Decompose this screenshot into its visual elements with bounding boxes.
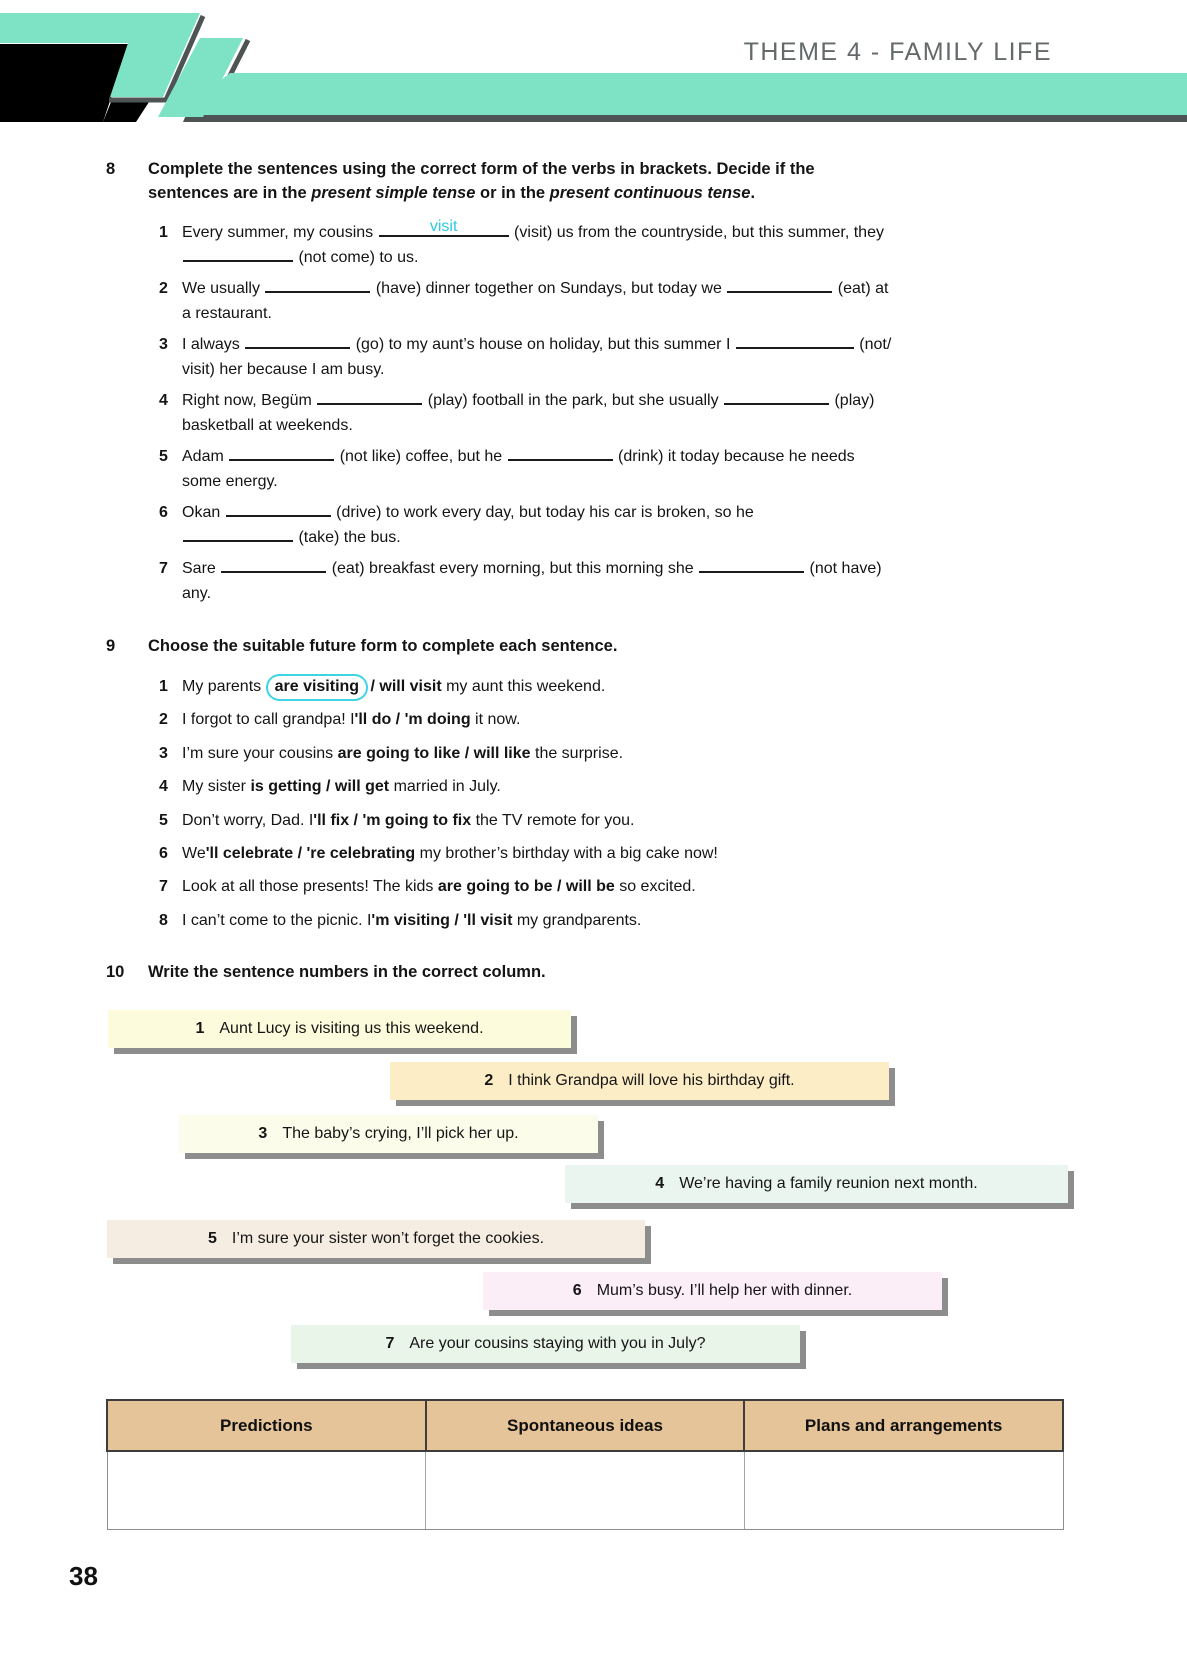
text-run: (have) dinner together on Sundays, but today we bbox=[371, 280, 727, 297]
sentence-text: Are your cousins staying with you in July? bbox=[409, 1335, 706, 1352]
answer-blank[interactable] bbox=[229, 445, 334, 461]
exercise-item bbox=[106, 841, 1010, 866]
text-run: I can’t come to the picnic. I bbox=[182, 911, 372, 929]
sentence-text: Mum’s busy. I’ll help her with dinner. bbox=[596, 1282, 853, 1299]
banner-black-wedge bbox=[103, 102, 149, 122]
text-run: We usually bbox=[182, 280, 265, 297]
item-text bbox=[182, 332, 1010, 382]
answer-blank[interactable] bbox=[508, 445, 613, 461]
text-run: (play) bbox=[830, 392, 875, 409]
exercise-item bbox=[106, 500, 1010, 550]
sentence-text: We’re having a family reunion next month. bbox=[679, 1175, 978, 1192]
text-run: 'll fix / 'm going to fix bbox=[313, 811, 472, 829]
exercise-item bbox=[106, 388, 1010, 438]
table-answer-cell[interactable] bbox=[107, 1451, 426, 1530]
page-number: 38 bbox=[69, 1561, 98, 1591]
sentence-card bbox=[390, 1062, 889, 1100]
item-number: 8 bbox=[159, 911, 168, 929]
exercise-item bbox=[106, 276, 1010, 326]
sentence-number: 1 bbox=[195, 1020, 205, 1037]
item-text bbox=[182, 874, 1010, 899]
classification-table bbox=[106, 1399, 1064, 1530]
sentence-card bbox=[483, 1272, 942, 1310]
exercise-number: 9 bbox=[106, 637, 116, 655]
exercise-number: 10 bbox=[106, 963, 125, 981]
text-run: 'm visiting / 'll visit bbox=[371, 911, 513, 929]
item-text bbox=[182, 908, 1010, 933]
text-run: so excited. bbox=[614, 878, 696, 896]
exercise-item bbox=[106, 332, 1010, 382]
item-number: 1 bbox=[159, 678, 168, 695]
text-run: a restaurant. bbox=[182, 305, 272, 322]
exercise-8 bbox=[106, 157, 1010, 612]
item-number: 4 bbox=[159, 778, 168, 796]
sentence-card bbox=[179, 1115, 598, 1153]
item-text bbox=[182, 276, 1010, 326]
banner-band bbox=[177, 73, 1187, 115]
text-run: my grandparents. bbox=[512, 911, 642, 929]
text-run: basketball at weekends. bbox=[182, 417, 353, 434]
answer-blank[interactable] bbox=[317, 389, 422, 405]
text-run: some energy. bbox=[182, 473, 278, 490]
text-run: present simple tense bbox=[311, 184, 476, 202]
exercise-9 bbox=[106, 634, 1010, 941]
exercise-10-heading bbox=[106, 960, 980, 984]
sentence-text: Aunt Lucy is visiting us this weekend. bbox=[219, 1020, 484, 1037]
text-run: (not like) coffee, but he bbox=[335, 448, 507, 465]
text-run: Write the sentence numbers in the correct column. bbox=[148, 963, 546, 981]
item-text bbox=[182, 808, 1010, 833]
text-run: (not have) bbox=[805, 560, 882, 577]
exercise-item bbox=[106, 707, 1010, 732]
text-run: I’m sure your cousins bbox=[182, 744, 338, 762]
exercise-item bbox=[106, 556, 1010, 606]
answer-blank[interactable] bbox=[183, 246, 293, 262]
exercise-item bbox=[106, 220, 1010, 270]
text-run: Every summer, my cousins bbox=[182, 224, 378, 241]
item-number: 1 bbox=[159, 224, 168, 241]
text-run: (play) football in the park, but she usually bbox=[423, 392, 724, 409]
sentence-text: I think Grandpa will love his birthday gift. bbox=[508, 1072, 795, 1089]
text-run: (drive) to work every day, but today his car is broken, so he bbox=[331, 504, 754, 521]
exercise-instruction bbox=[148, 634, 980, 658]
sentence-card bbox=[291, 1325, 800, 1363]
text-run: We bbox=[182, 844, 206, 862]
exercise-instruction bbox=[148, 960, 980, 984]
text-run: (go) to my aunt’s house on holiday, but this summer I bbox=[351, 336, 735, 353]
item-number: 6 bbox=[159, 844, 168, 862]
item-number: 5 bbox=[159, 448, 168, 465]
exercise-instruction bbox=[148, 157, 980, 205]
text-run: 'll celebrate / 're celebrating bbox=[205, 844, 416, 862]
answer-blank[interactable] bbox=[699, 557, 804, 573]
text-run: any. bbox=[182, 585, 212, 602]
item-text bbox=[182, 774, 1010, 799]
table-header-cell: Plans and arrangements bbox=[744, 1400, 1063, 1451]
text-run: (eat) breakfast every morning, but this morning she bbox=[327, 560, 699, 577]
item-number: 3 bbox=[159, 336, 168, 353]
item-number: 2 bbox=[159, 280, 168, 297]
item-number: 6 bbox=[159, 504, 168, 521]
exercise-item bbox=[106, 741, 1010, 766]
exercise-item bbox=[106, 874, 1010, 899]
sentence-card bbox=[107, 1220, 645, 1258]
text-run: / will visit bbox=[366, 678, 442, 695]
answer-blank[interactable] bbox=[221, 557, 326, 573]
exercise-item bbox=[106, 908, 1010, 933]
text-run: present continuous tense bbox=[549, 184, 751, 202]
text-run: Look at all those presents! The kids bbox=[182, 878, 438, 896]
item-text bbox=[182, 707, 1010, 732]
text-run: (take) the bus. bbox=[294, 529, 401, 546]
table-header-cell: Predictions bbox=[107, 1400, 426, 1451]
answer-blank[interactable] bbox=[724, 389, 829, 405]
text-run: Right now, Begüm bbox=[182, 392, 317, 409]
sentence-number: 2 bbox=[484, 1072, 494, 1089]
item-text bbox=[182, 388, 1010, 438]
text-run: My parents bbox=[182, 678, 266, 695]
text-run: . bbox=[750, 184, 756, 202]
table-answer-cell[interactable] bbox=[744, 1451, 1063, 1530]
sentence-text: I’m sure your sister won’t forget the cookies. bbox=[231, 1230, 545, 1247]
text-run: married in July. bbox=[389, 778, 501, 796]
sentence-cards bbox=[0, 1010, 1187, 1375]
exercise-item bbox=[106, 774, 1010, 799]
text-run: I forgot to call grandpa! I bbox=[182, 711, 355, 729]
sentence-number: 5 bbox=[207, 1230, 217, 1247]
table-header-row bbox=[107, 1400, 1063, 1451]
text-run: the surprise. bbox=[530, 744, 624, 762]
text-run: visit) her because I am busy. bbox=[182, 361, 385, 378]
text-run: or in the bbox=[475, 184, 550, 202]
item-number: 7 bbox=[159, 560, 168, 577]
text-run: 'll do / 'm doing bbox=[354, 711, 471, 729]
exercise-number: 8 bbox=[106, 160, 116, 178]
exercise-9-heading bbox=[106, 634, 1010, 658]
text-run: (eat) at bbox=[833, 280, 889, 297]
text-run: (not/ bbox=[854, 336, 892, 353]
sentence-card bbox=[565, 1165, 1068, 1203]
sentence-number: 7 bbox=[385, 1335, 395, 1352]
text-run: my aunt this weekend. bbox=[441, 678, 606, 695]
text-run: is getting / will get bbox=[250, 778, 390, 796]
exercise-8-heading bbox=[106, 157, 1010, 205]
item-text bbox=[182, 841, 1010, 866]
exercise-8-items bbox=[106, 220, 1010, 606]
sentence-number: 3 bbox=[258, 1125, 268, 1142]
text-run: the TV remote for you. bbox=[471, 811, 635, 829]
answer-blank[interactable] bbox=[265, 277, 370, 293]
item-text bbox=[182, 444, 1010, 494]
item-text bbox=[182, 500, 1010, 550]
answer-blank[interactable] bbox=[183, 526, 293, 542]
exercise-item bbox=[106, 808, 1010, 833]
text-run: (drink) it today because he needs bbox=[613, 448, 855, 465]
item-number: 4 bbox=[159, 392, 168, 409]
banner-band-shadow bbox=[183, 115, 1187, 122]
sentence-card bbox=[108, 1010, 571, 1048]
text-run: (visit) us from the countryside, but this summer, they bbox=[509, 224, 884, 241]
sentence-number: 6 bbox=[572, 1282, 582, 1299]
text-run: Adam bbox=[182, 448, 229, 465]
table-answer-cell[interactable] bbox=[426, 1451, 745, 1530]
text-run: My sister bbox=[182, 778, 251, 796]
text-run: Sare bbox=[182, 560, 221, 577]
answer-blank[interactable] bbox=[727, 277, 832, 293]
item-text bbox=[182, 556, 1010, 606]
item-text bbox=[182, 674, 1010, 699]
table-answer-row bbox=[107, 1451, 1063, 1530]
circled-answer-choice[interactable]: are visiting bbox=[266, 674, 368, 701]
answer-blank[interactable] bbox=[226, 501, 331, 517]
exercise-10 bbox=[106, 960, 980, 984]
text-run: it now. bbox=[470, 711, 521, 729]
text-run: my brother’s birthday with a big cake now! bbox=[415, 844, 718, 862]
sentence-number: 4 bbox=[655, 1175, 665, 1192]
exercise-9-items bbox=[106, 674, 1010, 933]
text-run: sentences are in the bbox=[148, 184, 312, 202]
text-run: Complete the sentences using the correct form of the verbs in brackets. Decide if the bbox=[148, 160, 815, 178]
text-run: Okan bbox=[182, 504, 225, 521]
item-number: 5 bbox=[159, 811, 168, 829]
text-run: Choose the suitable future form to complete each sentence. bbox=[148, 637, 618, 655]
item-text bbox=[182, 741, 1010, 766]
item-number: 2 bbox=[159, 711, 168, 729]
answer-blank[interactable] bbox=[379, 218, 509, 237]
handwritten-answer: visit bbox=[429, 218, 458, 235]
text-run: I always bbox=[182, 336, 245, 353]
answer-blank[interactable] bbox=[245, 333, 350, 349]
theme-title: THEME 4 - FAMILY LIFE bbox=[743, 38, 1052, 66]
exercise-item bbox=[106, 444, 1010, 494]
item-number: 7 bbox=[159, 878, 168, 896]
item-text bbox=[182, 220, 1010, 270]
text-run: Don’t worry, Dad. I bbox=[182, 811, 314, 829]
exercise-item bbox=[106, 674, 1010, 699]
item-number: 3 bbox=[159, 744, 168, 762]
answer-blank[interactable] bbox=[736, 333, 854, 349]
text-run: are going to like / will like bbox=[337, 744, 531, 762]
text-run: (not come) to us. bbox=[294, 249, 419, 266]
sentence-text: The baby’s crying, I’ll pick her up. bbox=[282, 1125, 519, 1142]
text-run: are going to be / will be bbox=[437, 878, 615, 896]
table-header-cell: Spontaneous ideas bbox=[426, 1400, 745, 1451]
